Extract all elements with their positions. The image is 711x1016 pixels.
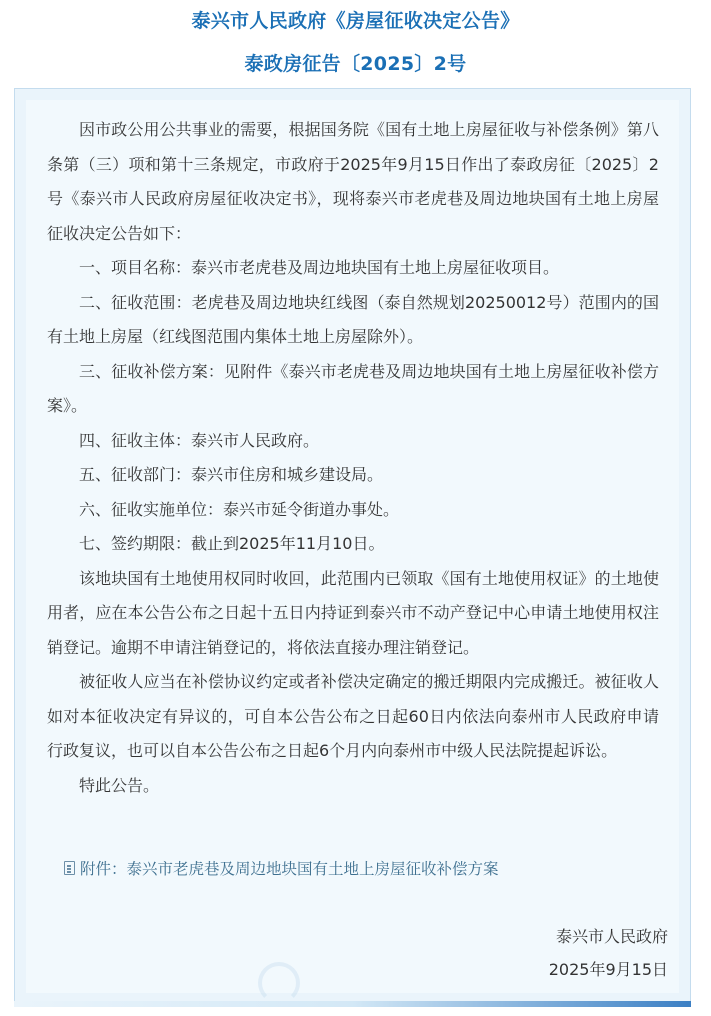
paragraph-project-name: 一、项目名称：泰兴市老虎巷及周边地块国有土地上房屋征收项目。 <box>79 258 560 277</box>
signature-org: 泰兴市人民政府 <box>555 927 668 946</box>
paragraph-department: 五、征收部门：泰兴市住房和城乡建设局。 <box>79 465 384 484</box>
document-number: 泰政房征告〔2025〕2号 <box>244 53 467 75</box>
document-icon <box>64 861 75 875</box>
footer-accent-bar <box>14 1001 691 1007</box>
attachment-link[interactable] <box>64 854 499 884</box>
notice-body <box>47 113 659 803</box>
watermark-logo <box>258 958 458 1006</box>
paragraph-closing: 特此公告。 <box>79 775 160 795</box>
paragraph-deadline: 七、签约期限：截止到2025年11月10日。 <box>79 534 385 553</box>
watermark-circle-icon <box>258 962 300 1004</box>
notice-header <box>0 6 711 79</box>
paragraph-implementer: 六、征收实施单位：泰兴市延令街道办事处。 <box>79 499 400 519</box>
paragraph-subject: 四、征收主体：泰兴市人民政府。 <box>79 430 320 450</box>
paragraph-intro: 因市政公用公共事业的需要，根据国务院《国有土地上房屋征收与补偿条例》第八条第（三）项和第十三条规定，市政府于2025年9月15日作出了泰政房征〔2025〕2号《泰兴市人民政府房屋征收决定书》，现将泰兴市老虎巷及周边地块国有土地上房屋征收决定公告如下： <box>47 120 659 243</box>
signature-date: 2025年9月15日 <box>548 960 668 979</box>
paragraph-land-use-right: 该地块国有土地使用权同时收回，此范围内已领取《国有土地使用权证》的土地使用者，应在本公告公布之日起十五日内持证到泰兴市不动产登记中心申请土地使用权注销登记。逾期不申请注销登记的，将依法直接办理注销登记。 <box>47 568 659 657</box>
paragraph-relocation: 被征收人应当在补偿协议约定或者补偿决定确定的搬迁期限内完成搬迁。被征收人如对本征收决定有异议的，可自本公告公布之日起60日内依法向泰州市人民政府申请行政复议，也可以自本公告公布之日起6个月内向泰州市中级人民法院提起诉讼。 <box>47 672 659 760</box>
page-title: 泰兴市人民政府《房屋征收决定公告》 <box>191 10 520 32</box>
paragraph-scope: 二、征收范围：老虎巷及周边地块红线图（泰自然规划20250012号）范围内的国有土地上房屋（红线图范围内集体土地上房屋除外）。 <box>47 292 659 346</box>
paragraph-compensation-plan: 三、征收补偿方案：见附件《泰兴市老虎巷及周边地块国有土地上房屋征收补偿方案》。 <box>47 361 659 415</box>
notice-panel <box>14 88 691 1006</box>
attachment-label: 附件：泰兴市老虎巷及周边地块国有土地上房屋征收补偿方案 <box>80 860 499 878</box>
notice-content-area <box>26 100 679 993</box>
